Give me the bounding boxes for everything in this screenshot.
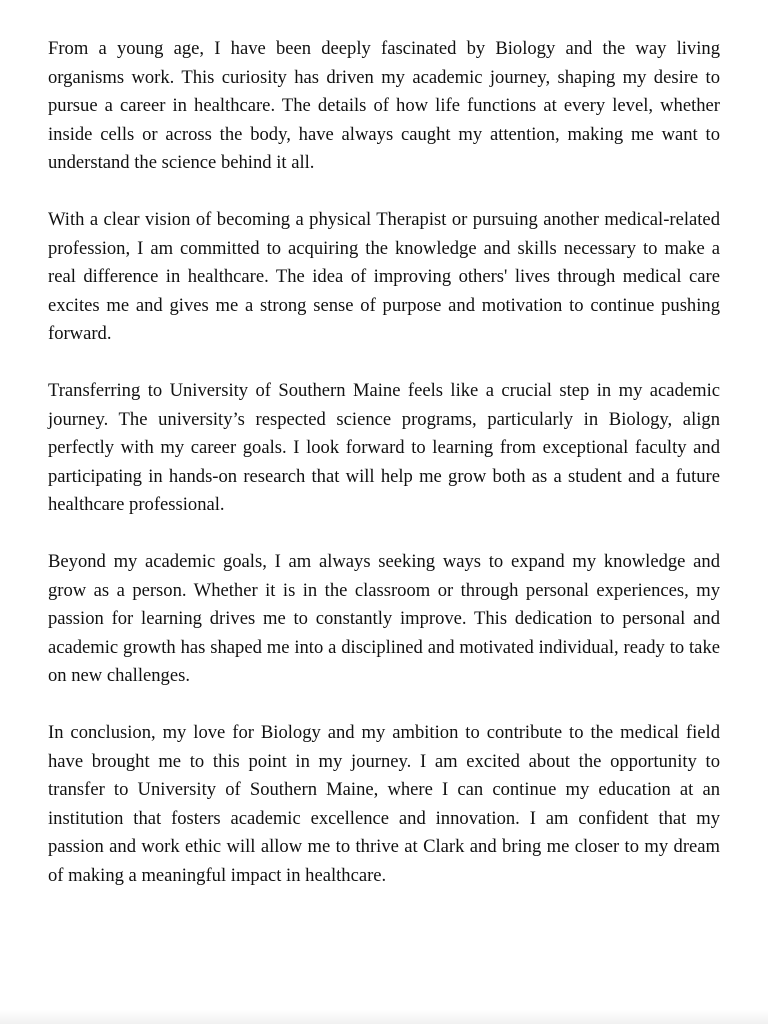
page-bottom-edge <box>0 1010 768 1024</box>
essay-body <box>48 35 720 919</box>
paragraph-2: With a clear vision of becoming a physical Therapist or pursuing another medical-related profession, I am committed to acquiring the knowledge and skills necessary to make a real difference in healthcare. The idea of improving others' lives through medical care excites me and gives me a strong sense of purpose and motivation to continue pushing forward. <box>48 209 720 344</box>
paragraph-4: Beyond my academic goals, I am always seeking ways to expand my knowledge and grow as a person. Whether it is in the classroom or through personal experiences, my passion for learning drives me to constantly improve. This dedication to personal and academic growth has shaped me into a disciplined and motivated individual, ready to take on new challenges. <box>48 551 720 686</box>
paragraph-1: From a young age, I have been deeply fascinated by Biology and the way living organisms work. This curiosity has driven my academic journey, shaping my desire to pursue a career in healthcare. The details of how life functions at every level, whether inside cells or across the body, have always caught my attention, making me want to understand the science behind it all. <box>48 38 720 173</box>
paragraph-3: Transferring to University of Southern Maine feels like a crucial step in my academic journey. The university’s respected science programs, particularly in Biology, align perfectly with my career goals. I look forward to learning from exceptional faculty and participating in hands-on research that will help me grow both as a student and a future healthcare professional. <box>48 380 720 515</box>
paragraph-5: In conclusion, my love for Biology and my ambition to contribute to the medical field have brought me to this point in my journey. I am excited about the opportunity to transfer to University of Southern Maine, where I can continue my education at an institution that fosters academic excellence and innovation. I am confident that my passion and work ethic will allow me to thrive at Clark and bring me closer to my dream of making a meaningful impact in healthcare. <box>48 722 720 886</box>
